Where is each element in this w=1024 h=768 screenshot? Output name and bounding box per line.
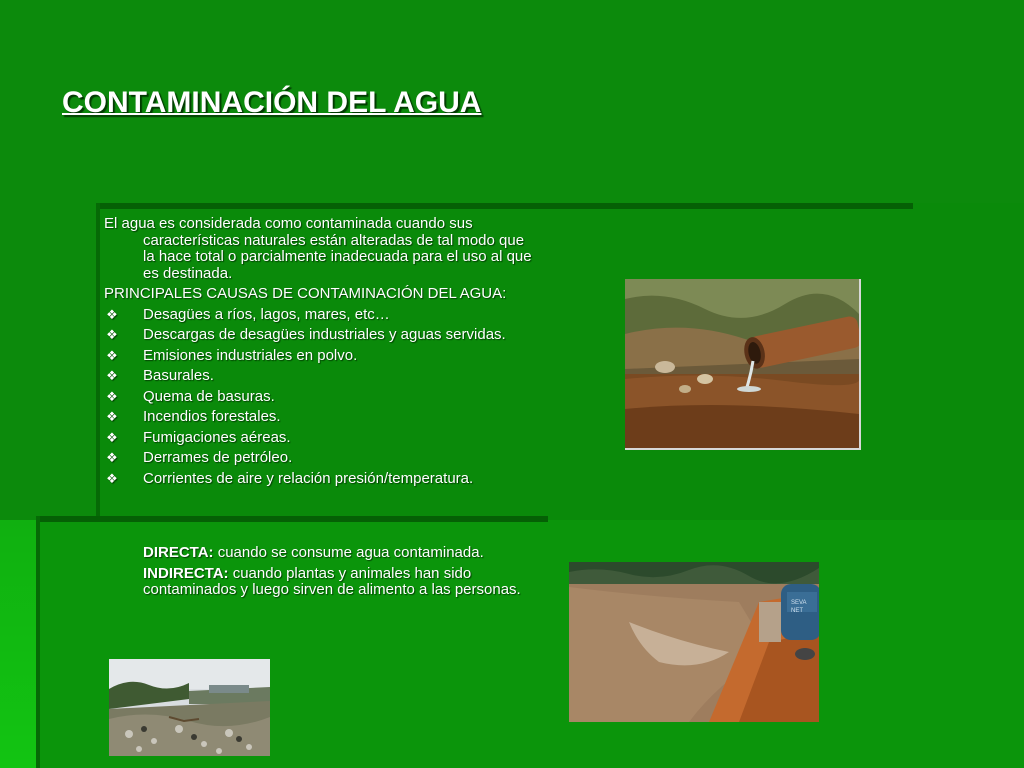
polluted-river-photo bbox=[569, 562, 819, 722]
diamond-bullet-icon: ❖ bbox=[106, 388, 118, 404]
svg-text:SEVA: SEVA bbox=[791, 600, 807, 606]
causes-list bbox=[104, 307, 534, 488]
middle-left-divider-bar bbox=[36, 516, 40, 768]
diamond-bullet-icon: ❖ bbox=[106, 306, 118, 322]
middle-divider-bar bbox=[40, 516, 548, 522]
slide-title: CONTAMINACIÓN DEL AGUA bbox=[62, 86, 482, 119]
direct-text: cuando se consume agua contaminada. bbox=[213, 544, 484, 561]
diamond-bullet-icon: ❖ bbox=[106, 429, 118, 445]
pipe-discharge-photo bbox=[625, 279, 861, 450]
list-item: ❖ Descargas de desagües industriales y aguas servidas. bbox=[104, 327, 534, 344]
contamination-types bbox=[143, 545, 543, 603]
list-item: ❖ Incendios forestales. bbox=[104, 409, 534, 426]
garbage-dump-photo bbox=[109, 659, 270, 756]
list-item: ❖ Fumigaciones aéreas. bbox=[104, 430, 534, 447]
list-item: ❖ Derrames de petróleo. bbox=[104, 450, 534, 467]
list-item: ❖ Basurales. bbox=[104, 368, 534, 385]
top-divider-bar bbox=[96, 203, 913, 209]
list-item: ❖ Desagües a ríos, lagos, mares, etc… bbox=[104, 307, 534, 324]
diamond-bullet-icon: ❖ bbox=[106, 347, 118, 363]
diamond-bullet-icon: ❖ bbox=[106, 409, 118, 424]
direct-label: DIRECTA: bbox=[143, 544, 214, 561]
svg-text:NET: NET bbox=[791, 608, 803, 614]
intro-paragraph: El agua es considerada como contaminada cuando sus características naturales están alteradas de tal modo que la hace total o parcialmente inadecuada para el uso al que es destinada. bbox=[104, 215, 532, 282]
indirect-item bbox=[143, 566, 543, 599]
diamond-bullet-icon: ❖ bbox=[106, 368, 118, 383]
left-accent-panel bbox=[0, 520, 40, 768]
indirect-label: INDIRECTA: bbox=[143, 564, 229, 582]
direct-item bbox=[143, 545, 543, 562]
slide-body bbox=[104, 216, 534, 491]
list-item: ❖ Emisiones industriales en polvo. bbox=[104, 348, 534, 365]
list-item: ❖ Corrientes de aire y relación presión/temperatura. bbox=[104, 471, 534, 488]
indirect-text: cuando plantas y animales han sido contaminados y luego sirven de alimento a las personas. bbox=[143, 564, 521, 598]
diamond-bullet-icon: ❖ bbox=[106, 470, 118, 486]
diamond-bullet-icon: ❖ bbox=[106, 327, 118, 342]
causes-heading: PRINCIPALES CAUSAS DE CONTAMINACIÓN DEL AGUA: bbox=[104, 285, 507, 302]
left-divider-bar bbox=[96, 203, 100, 520]
diamond-bullet-icon: ❖ bbox=[106, 450, 118, 465]
list-item: ❖ Quema de basuras. bbox=[104, 389, 534, 406]
